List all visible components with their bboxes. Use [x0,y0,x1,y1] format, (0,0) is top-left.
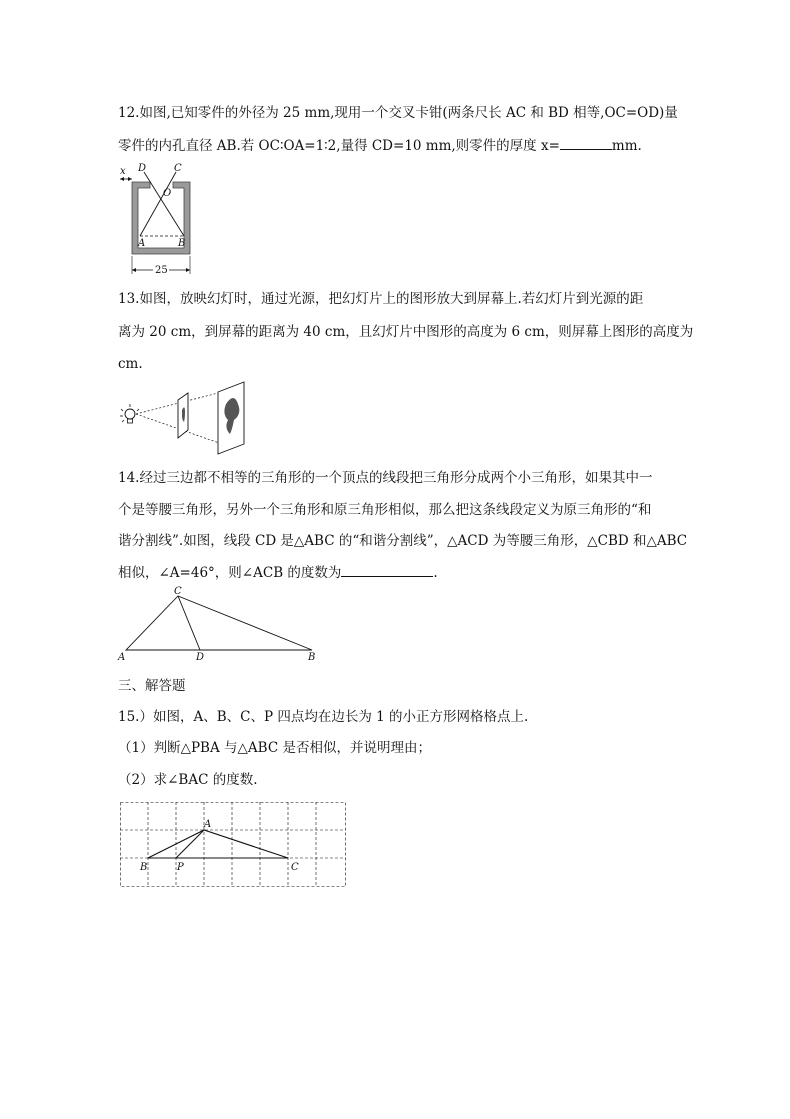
q12-text-line-2 [118,135,642,156]
q12-label-D: D [138,163,147,174]
q12-text-line-1: 12.如图,已知零件的外径为 25 mm,现用一个交叉卡钳(两条尺长 AC 和 BD 相等,OC=OD)量 [118,105,678,121]
q12-label-C: C [174,163,182,174]
q12-text-line-2-start: 零件的内孔直径 AB.若 OC∶OA=1∶2,量得 CD=10 mm,则零件的厚度 x= [118,138,560,154]
q14-label-B: B [308,652,316,663]
q13-text-line-1: 13.如图，放映幻灯时，通过光源，把幻灯片上的图形放大到屏幕上.若幻灯片到光源的距 [118,291,644,307]
q15-grid-figure [120,802,348,890]
q14-text-line-3: 谐分割线”.如图，线段 CD 是△ABC 的“和谐分割线”，△ACD 为等腰三角形，△CBD 和△ABC [118,533,688,549]
q14-triangle-figure [118,588,328,666]
q15-label-B: B [140,862,148,873]
q14-text-line-4 [118,562,438,583]
q13-projector-figure [118,378,268,456]
q14-text-line-4-start: 相似，∠A=46°，则∠ACB 的度数为 [118,565,342,581]
q14-text-line-2: 个是等腰三角形，另外一个三角形和原三角形相似，那么把这条线段定义为原三角形的“和 [118,502,652,518]
q15-segment-PA [176,830,204,858]
q12-label-25: 25 [155,265,168,276]
q15-text-line-1: 15.）如图，A、B、C、P 四点均在边长为 1 的小正方形网格格点上. [118,709,529,725]
q15-label-A: A [204,819,212,830]
q14-label-A: A [118,652,126,663]
q14-triangle-ABC [126,596,312,650]
section-heading-answer-questions: 三、解答题 [118,678,186,694]
q12-text-line-2-end: mm. [611,138,642,154]
q15-text-line-3: （2）求∠BAC 的度数. [118,772,258,788]
q15-label-C: C [291,862,299,873]
q14-text-line-4-end: . [433,565,438,581]
q12-label-A: A [138,238,146,249]
q12-caliper-figure [118,160,198,278]
light-bulb-icon [120,404,139,423]
q15-triangle-ABC [148,830,288,858]
q14-answer-blank[interactable] [341,562,433,577]
q12-label-x: x [120,166,126,177]
q15-label-P: P [177,862,184,873]
q14-label-D: D [196,652,205,663]
q12-label-O: O [163,188,172,199]
q14-segment-CD [178,596,200,650]
q12-label-B: B [178,238,186,249]
q13-text-line-3: cm. [118,356,143,372]
q13-text-line-2: 离为 20 cm，到屏幕的距离为 40 cm，且幻灯片中图形的高度为 6 cm，则屏幕上图形的高度为 [118,324,694,340]
q15-dashed-grid [120,802,346,887]
q12-answer-blank[interactable] [560,135,612,150]
q15-text-line-2: （1）判断△PBA 与△ABC 是否相似，并说明理由； [118,740,431,756]
q14-text-line-1: 14.经过三边都不相等的三角形的一个顶点的线段把三角形分成两个小三角形，如果其中一 [118,470,653,486]
q14-label-C: C [174,586,182,597]
